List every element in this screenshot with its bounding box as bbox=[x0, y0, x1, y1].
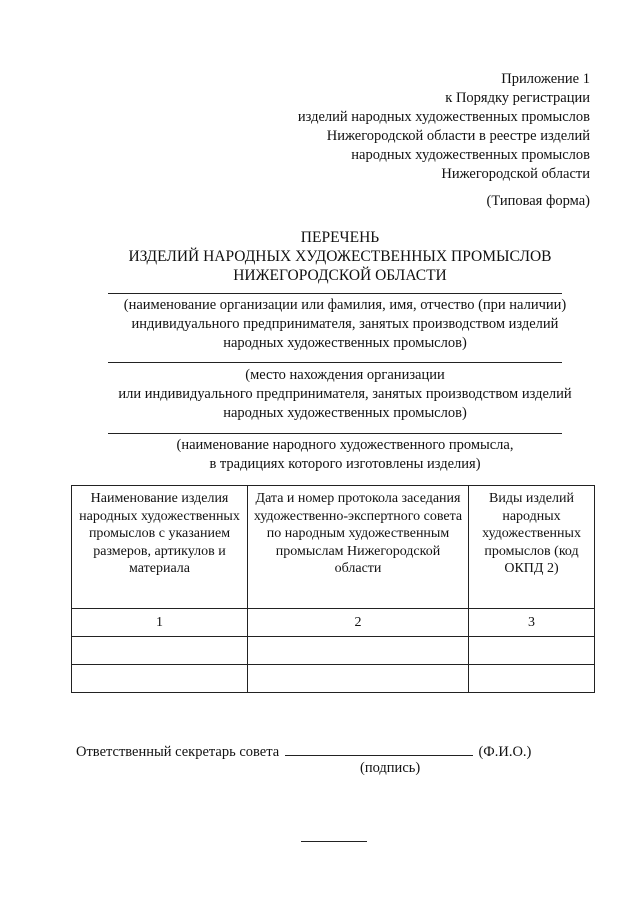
title-line: ИЗДЕЛИЙ НАРОДНЫХ ХУДОЖЕСТВЕННЫХ ПРОМЫСЛОВ bbox=[128, 248, 552, 265]
location-caption bbox=[60, 366, 630, 423]
annex-line: изделий народных художественных промыслов bbox=[297, 109, 590, 125]
caption-line: народных художественных промыслов) bbox=[223, 335, 467, 351]
signature-caption: (подпись) bbox=[360, 760, 421, 776]
caption-line: (место нахождения организации bbox=[245, 367, 445, 383]
header-product-name: Наименование изделия народных художественных промыслов с указанием размеров, артикулов и материала bbox=[72, 486, 248, 609]
signature-label: Ответственный секретарь совета bbox=[76, 744, 280, 760]
closing-rule bbox=[301, 841, 367, 842]
signature-name-hint: (Ф.И.О.) bbox=[478, 744, 532, 760]
table-row bbox=[72, 665, 595, 693]
caption-line: или индивидуального предпринимателя, занятых производством изделий bbox=[118, 386, 572, 402]
caption-line: народных художественных промыслов) bbox=[223, 405, 467, 421]
organization-fill-line[interactable] bbox=[108, 293, 562, 294]
caption-line: индивидуального предпринимателя, занятых производством изделий bbox=[131, 316, 559, 332]
annex-line: Приложение 1 bbox=[501, 71, 590, 87]
products-table bbox=[71, 485, 595, 693]
table-row bbox=[72, 637, 595, 665]
table-number-row bbox=[72, 609, 595, 637]
annex-line: народных художественных промыслов bbox=[351, 147, 590, 163]
signature-row bbox=[76, 741, 531, 761]
caption-line: в традициях которого изготовлены изделия) bbox=[209, 456, 481, 472]
header-product-types: Виды изделий народных художественных промыслов (код ОКПД 2) bbox=[469, 486, 595, 609]
column-number: 3 bbox=[469, 609, 595, 637]
column-number: 2 bbox=[248, 609, 469, 637]
annex-line: к Порядку регистрации bbox=[445, 90, 590, 106]
column-number: 1 bbox=[72, 609, 248, 637]
table-cell[interactable] bbox=[248, 637, 469, 665]
annex-header bbox=[298, 70, 590, 184]
craft-caption bbox=[60, 436, 630, 474]
annex-line: Нижегородской области в реестре изделий bbox=[326, 128, 590, 144]
signature-fill-line[interactable] bbox=[285, 741, 473, 756]
caption-line: (наименование организации или фамилия, имя, отчество (при наличии) bbox=[123, 297, 567, 313]
caption-line: (наименование народного художественного промысла, bbox=[176, 437, 514, 453]
craft-fill-line[interactable] bbox=[108, 433, 562, 434]
table-header-row bbox=[72, 486, 595, 609]
table-cell[interactable] bbox=[72, 637, 248, 665]
organization-caption bbox=[60, 296, 630, 353]
annex-line: Нижегородской области bbox=[441, 166, 590, 182]
document-title bbox=[0, 228, 640, 285]
title-line: НИЖЕГОРОДСКОЙ ОБЛАСТИ bbox=[233, 267, 447, 284]
table-cell[interactable] bbox=[469, 665, 595, 693]
form-type-label: (Типовая форма) bbox=[486, 193, 590, 209]
title-line: ПЕРЕЧЕНЬ bbox=[300, 229, 380, 246]
table-cell[interactable] bbox=[469, 637, 595, 665]
header-protocol: Дата и номер протокола заседания художественно-экспертного совета по народным художественным промыслам Нижегородской области bbox=[248, 486, 469, 609]
table-cell[interactable] bbox=[248, 665, 469, 693]
table-cell[interactable] bbox=[72, 665, 248, 693]
location-fill-line[interactable] bbox=[108, 362, 562, 363]
